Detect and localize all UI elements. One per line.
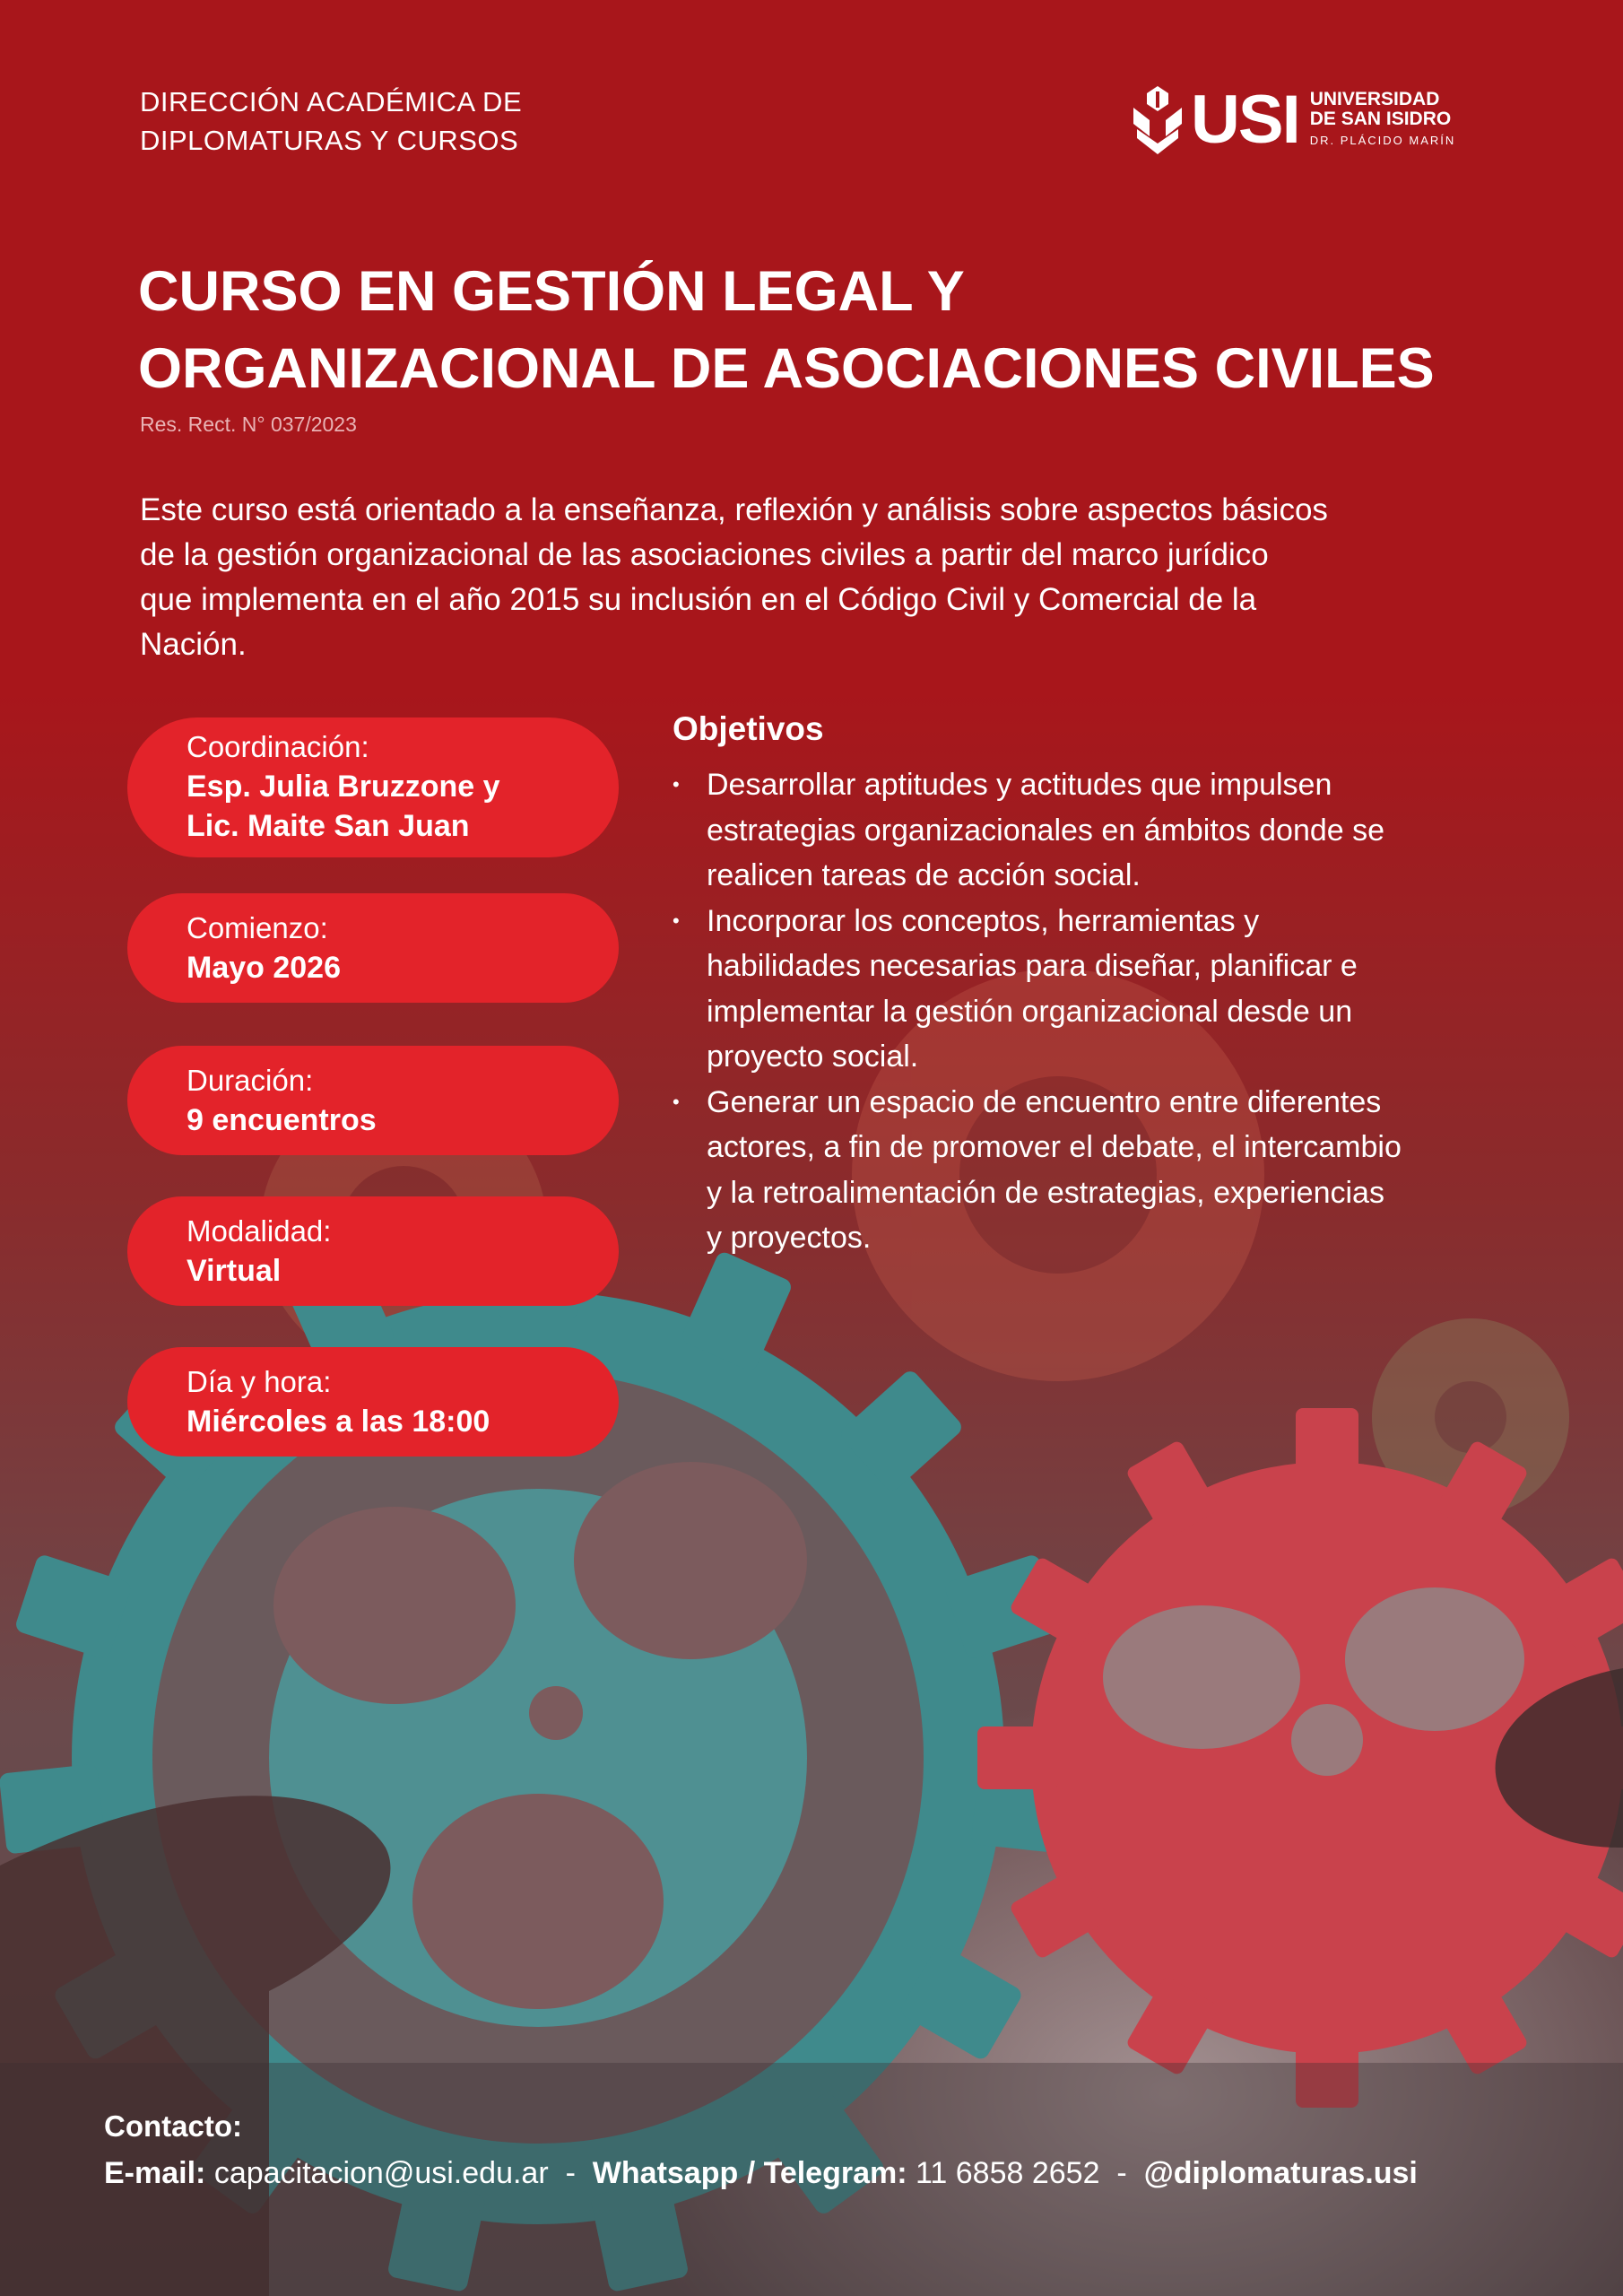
pill-value: Miércoles a las 18:00 [187,1405,490,1439]
description-line: de la gestión organizacional de las asociaciones civiles a partir del marco jurídico [140,537,1269,572]
pill-value: 9 encuentros [187,1103,377,1137]
objective-line: realicen tareas de acción social. [707,858,1141,892]
pill-label: Modalidad: [187,1214,332,1248]
course-title [138,253,1435,407]
usi-logo [1132,84,1490,156]
description-line: que implementa en el año 2015 su inclusión en el Código Civil y Comercial de la [140,582,1257,617]
objective-item [673,762,1515,899]
contact-heading: Contacto: [104,2109,242,2143]
objective-line: Incorporar los conceptos, herramientas y [707,903,1260,938]
pill-value: Virtual [187,1254,282,1288]
logo-line: DE SAN ISIDRO [1309,109,1452,129]
separator: - [1116,2156,1127,2190]
objective-line: habilidades necesarias para diseñar, planificar e [707,949,1358,983]
logo-subtitle: DR. PLÁCIDO MARÍN [1309,134,1456,147]
logo-university-name [1310,90,1456,151]
objective-line: proyecto social. [707,1039,919,1074]
separator: - [565,2156,576,2190]
objective-line: y la retroalimentación de estrategias, experiencias [707,1175,1384,1210]
start-date-pill [127,893,619,1003]
course-description [140,488,1485,667]
phone-label: Whatsapp / Telegram: [592,2156,907,2190]
title-line: ORGANIZACIONAL DE ASOCIACIONES CIVILES [138,337,1435,400]
description-line: Nación. [140,627,247,662]
pill-label: Día y hora: [187,1365,332,1398]
social-handle-link[interactable]: @diplomaturas.usi [1143,2156,1418,2190]
objective-item [673,899,1515,1080]
coordination-pill [127,718,619,857]
duration-pill [127,1046,619,1155]
contact-line [104,2156,1418,2191]
objective-line: actores, a fin de promover el debate, el intercambio [707,1130,1402,1164]
pill-value: Esp. Julia Bruzzone y [187,770,500,804]
pill-value: Mayo 2026 [187,951,341,985]
email-link[interactable]: capacitacion@usi.edu.ar [213,2156,549,2190]
email-label: E-mail: [104,2156,206,2190]
pill-value: Lic. Maite San Juan [187,809,470,843]
objective-item [673,1080,1515,1261]
objective-line: estrategias organizacionales en ámbitos donde se [707,813,1385,848]
department-name [140,83,522,160]
pill-label: Duración: [187,1064,314,1097]
logo-line: UNIVERSIDAD [1309,89,1440,109]
description-line: Este curso está orientado a la enseñanza, reflexión y análisis sobre aspectos básicos [140,492,1328,527]
objectives-list [673,762,1515,1261]
phone-number[interactable]: 11 6858 2652 [916,2156,1100,2190]
objective-line: Desarrollar aptitudes y actitudes que impulsen [707,768,1332,802]
resolution-number: Res. Rect. N° 037/2023 [140,413,357,436]
schedule-pill [127,1347,619,1457]
title-line: CURSO EN GESTIÓN LEGAL Y [138,260,965,323]
pill-label: Comienzo: [187,911,328,944]
objective-line: implementar la gestión organizacional desde un [707,994,1353,1029]
bullet-icon: • [673,909,680,932]
department-line: DIRECCIÓN ACADÉMICA DE [140,86,523,117]
objective-line: Generar un espacio de encuentro entre diferentes [707,1084,1382,1119]
department-line: DIPLOMATURAS Y CURSOS [140,125,519,156]
modality-pill [127,1196,619,1306]
bullet-icon: • [673,773,680,796]
objectives-heading: Objetivos [673,710,824,747]
usi-logo-icon [1132,84,1184,156]
logo-acronym: USI [1191,82,1299,158]
pill-label: Coordinación: [187,730,369,763]
bullet-icon: • [673,1090,680,1113]
objective-line: y proyectos. [707,1221,872,1255]
